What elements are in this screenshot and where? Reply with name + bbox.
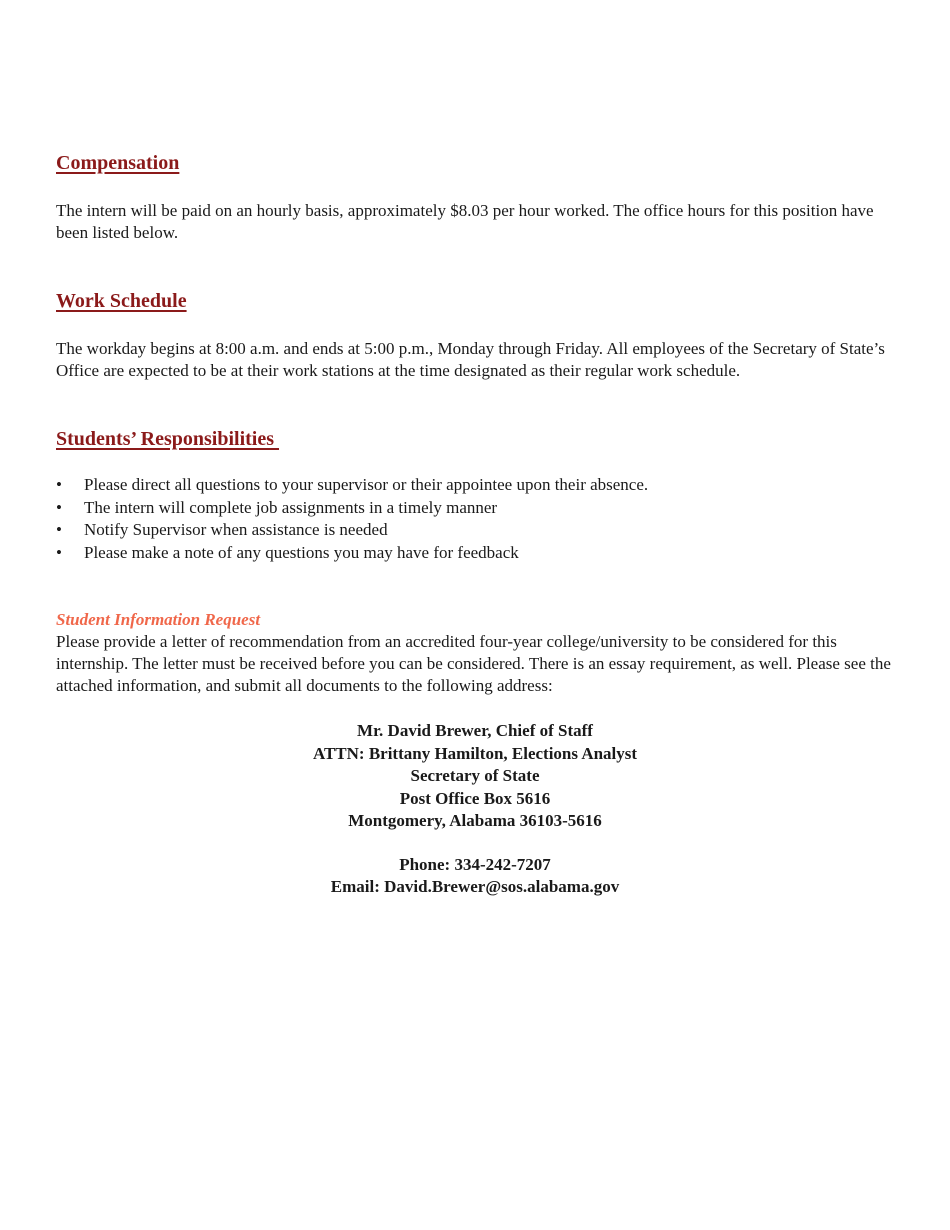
address-city: Montgomery, Alabama 36103-5616 xyxy=(348,811,602,830)
mailing-address xyxy=(56,720,894,899)
responsibilities-list xyxy=(56,474,898,564)
contact-email: Email: David.Brewer@sos.alabama.gov xyxy=(330,877,620,896)
list-item xyxy=(56,519,898,542)
address-name: Mr. David Brewer, Chief of Staff xyxy=(357,721,593,740)
list-item-text: Notify Supervisor when assistance is needed xyxy=(84,520,388,539)
list-item-text: Please direct all questions to your supervisor or their appointee upon their absence. xyxy=(84,475,649,494)
list-item xyxy=(56,542,898,565)
address-spacer xyxy=(56,833,894,854)
list-item xyxy=(56,474,898,497)
bullet-icon: • xyxy=(56,497,62,517)
work-schedule-body: The workday begins at 8:00 a.m. and ends at 5:00 p.m., Monday through Friday. All employees of the Secretary of State’s Office are expected to be at their work stations at the time designated as their regular work schedule. xyxy=(56,339,885,380)
work-schedule-heading: Work Schedule xyxy=(56,290,187,312)
student-info-body: Please provide a letter of recommendation from an accredited four-year college/university to be considered for this internship. The letter must be received before you can be considered. There is an essay requirement, as well. Please see the attached information, and submit all documents to the following address: xyxy=(56,632,891,695)
compensation-heading: Compensation xyxy=(56,152,180,174)
compensation-body: The intern will be paid on an hourly basis, approximately $8.03 per hour worked. The office hours for this position have been listed below. xyxy=(56,201,874,242)
address-office: Secretary of State xyxy=(410,766,540,785)
list-item xyxy=(56,497,898,520)
address-po-box: Post Office Box 5616 xyxy=(399,788,551,808)
bullet-icon: • xyxy=(56,520,62,539)
bullet-icon: • xyxy=(56,475,62,494)
address-attn: ATTN: Brittany Hamilton, Elections Analyst xyxy=(312,743,638,763)
list-item-text: Please make a note of any questions you may have for feedback xyxy=(84,542,519,562)
contact-phone: Phone: 334-242-7207 xyxy=(399,854,551,874)
student-info-title: Student Information Request xyxy=(56,610,261,629)
responsibilities-heading: Students’ Responsibilities xyxy=(56,428,280,450)
list-item-text: The intern will complete job assignments in a timely manner xyxy=(84,497,498,517)
bullet-icon: • xyxy=(56,542,62,562)
